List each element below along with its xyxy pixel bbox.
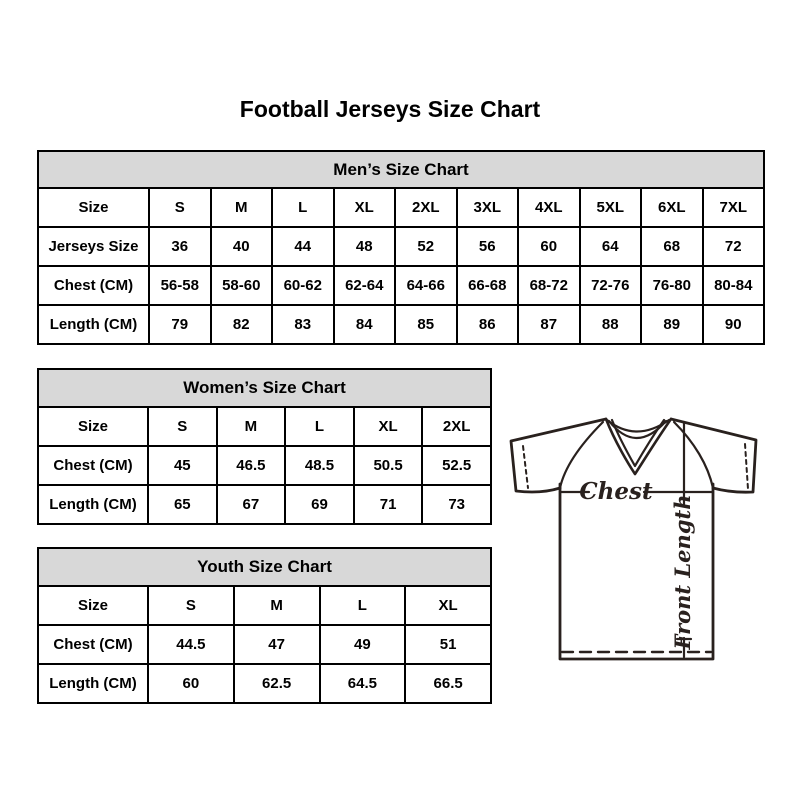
value-cell: 72 xyxy=(703,227,765,266)
value-cell: 56 xyxy=(457,227,519,266)
row-label-cell: Chest (CM) xyxy=(38,446,148,485)
value-cell: L xyxy=(320,586,406,625)
value-cell: 49 xyxy=(320,625,406,664)
value-cell: 79 xyxy=(149,305,211,344)
value-cell: 60 xyxy=(518,227,580,266)
table-row xyxy=(38,664,491,703)
table-row xyxy=(38,446,491,485)
jersey-diagram-svg xyxy=(503,410,765,672)
value-cell: 68 xyxy=(641,227,703,266)
row-label-cell: Chest (CM) xyxy=(38,625,148,664)
row-label-cell: Length (CM) xyxy=(38,664,148,703)
value-cell: 7XL xyxy=(703,188,765,227)
value-cell: 47 xyxy=(234,625,320,664)
value-cell: 6XL xyxy=(641,188,703,227)
value-cell: 84 xyxy=(334,305,396,344)
table-row xyxy=(38,266,764,305)
value-cell: 48 xyxy=(334,227,396,266)
youth-table-title: Youth Size Chart xyxy=(38,548,491,586)
value-cell: S xyxy=(148,407,217,446)
table-row xyxy=(38,188,764,227)
value-cell: L xyxy=(272,188,334,227)
value-cell: M xyxy=(211,188,273,227)
value-cell: 66.5 xyxy=(405,664,491,703)
table-row xyxy=(38,227,764,266)
value-cell: 87 xyxy=(518,305,580,344)
value-cell: XL xyxy=(354,407,423,446)
table-row xyxy=(38,625,491,664)
value-cell: 60 xyxy=(148,664,234,703)
value-cell: 40 xyxy=(211,227,273,266)
value-cell: 73 xyxy=(422,485,491,524)
value-cell: 60-62 xyxy=(272,266,334,305)
value-cell: 88 xyxy=(580,305,642,344)
youth-size-table xyxy=(37,547,492,704)
value-cell: 52.5 xyxy=(422,446,491,485)
mens-size-table xyxy=(37,150,765,345)
value-cell: 64-66 xyxy=(395,266,457,305)
row-label-cell: Jerseys Size xyxy=(38,227,149,266)
value-cell: 65 xyxy=(148,485,217,524)
value-cell: 56-58 xyxy=(149,266,211,305)
value-cell: S xyxy=(149,188,211,227)
table-row xyxy=(38,407,491,446)
row-label-cell: Chest (CM) xyxy=(38,266,149,305)
womens-size-table xyxy=(37,368,492,525)
value-cell: 62-64 xyxy=(334,266,396,305)
value-cell: 66-68 xyxy=(457,266,519,305)
value-cell: 67 xyxy=(217,485,286,524)
value-cell: 72-76 xyxy=(580,266,642,305)
value-cell: 85 xyxy=(395,305,457,344)
table-row xyxy=(38,305,764,344)
value-cell: 62.5 xyxy=(234,664,320,703)
value-cell: 50.5 xyxy=(354,446,423,485)
value-cell: 86 xyxy=(457,305,519,344)
table-row xyxy=(38,369,491,407)
table-row xyxy=(38,151,764,188)
jersey-collar-band-arc-2 xyxy=(609,421,666,438)
jersey-right-seam xyxy=(674,422,713,488)
value-cell: 52 xyxy=(395,227,457,266)
value-cell: 48.5 xyxy=(285,446,354,485)
right-cuff-stitch-dashes xyxy=(745,444,748,489)
row-label-cell: Size xyxy=(38,188,149,227)
value-cell: 45 xyxy=(148,446,217,485)
value-cell: 68-72 xyxy=(518,266,580,305)
page-title: Football Jerseys Size Chart xyxy=(239,96,541,122)
value-cell: 4XL xyxy=(518,188,580,227)
value-cell: XL xyxy=(334,188,396,227)
front-length-measure-label: Front Length xyxy=(670,494,695,650)
value-cell: 64.5 xyxy=(320,664,406,703)
value-cell: 90 xyxy=(703,305,765,344)
value-cell: XL xyxy=(405,586,491,625)
left-cuff-stitch-dashes xyxy=(523,446,528,488)
value-cell: 76-80 xyxy=(641,266,703,305)
value-cell: 71 xyxy=(354,485,423,524)
value-cell: 5XL xyxy=(580,188,642,227)
value-cell: 3XL xyxy=(457,188,519,227)
value-cell: 46.5 xyxy=(217,446,286,485)
value-cell: 51 xyxy=(405,625,491,664)
value-cell: 58-60 xyxy=(211,266,273,305)
chest-measure-label: Chest xyxy=(579,478,653,505)
value-cell: 80-84 xyxy=(703,266,765,305)
value-cell: 82 xyxy=(211,305,273,344)
row-label-cell: Size xyxy=(38,407,148,446)
table-row xyxy=(38,586,491,625)
value-cell: 83 xyxy=(272,305,334,344)
value-cell: S xyxy=(148,586,234,625)
value-cell: L xyxy=(285,407,354,446)
womens-table-title: Women’s Size Chart xyxy=(38,369,491,407)
value-cell: 69 xyxy=(285,485,354,524)
value-cell: 89 xyxy=(641,305,703,344)
row-label-cell: Size xyxy=(38,586,148,625)
row-label-cell: Length (CM) xyxy=(38,305,149,344)
value-cell: 36 xyxy=(149,227,211,266)
value-cell: 64 xyxy=(580,227,642,266)
value-cell: 44.5 xyxy=(148,625,234,664)
value-cell: 2XL xyxy=(422,407,491,446)
mens-table-title: Men’s Size Chart xyxy=(38,151,764,188)
value-cell: M xyxy=(234,586,320,625)
value-cell: 2XL xyxy=(395,188,457,227)
table-row xyxy=(38,548,491,586)
value-cell: 44 xyxy=(272,227,334,266)
jersey-measurement-diagram xyxy=(503,410,765,672)
table-row xyxy=(38,485,491,524)
row-label-cell: Length (CM) xyxy=(38,485,148,524)
value-cell: M xyxy=(217,407,286,446)
